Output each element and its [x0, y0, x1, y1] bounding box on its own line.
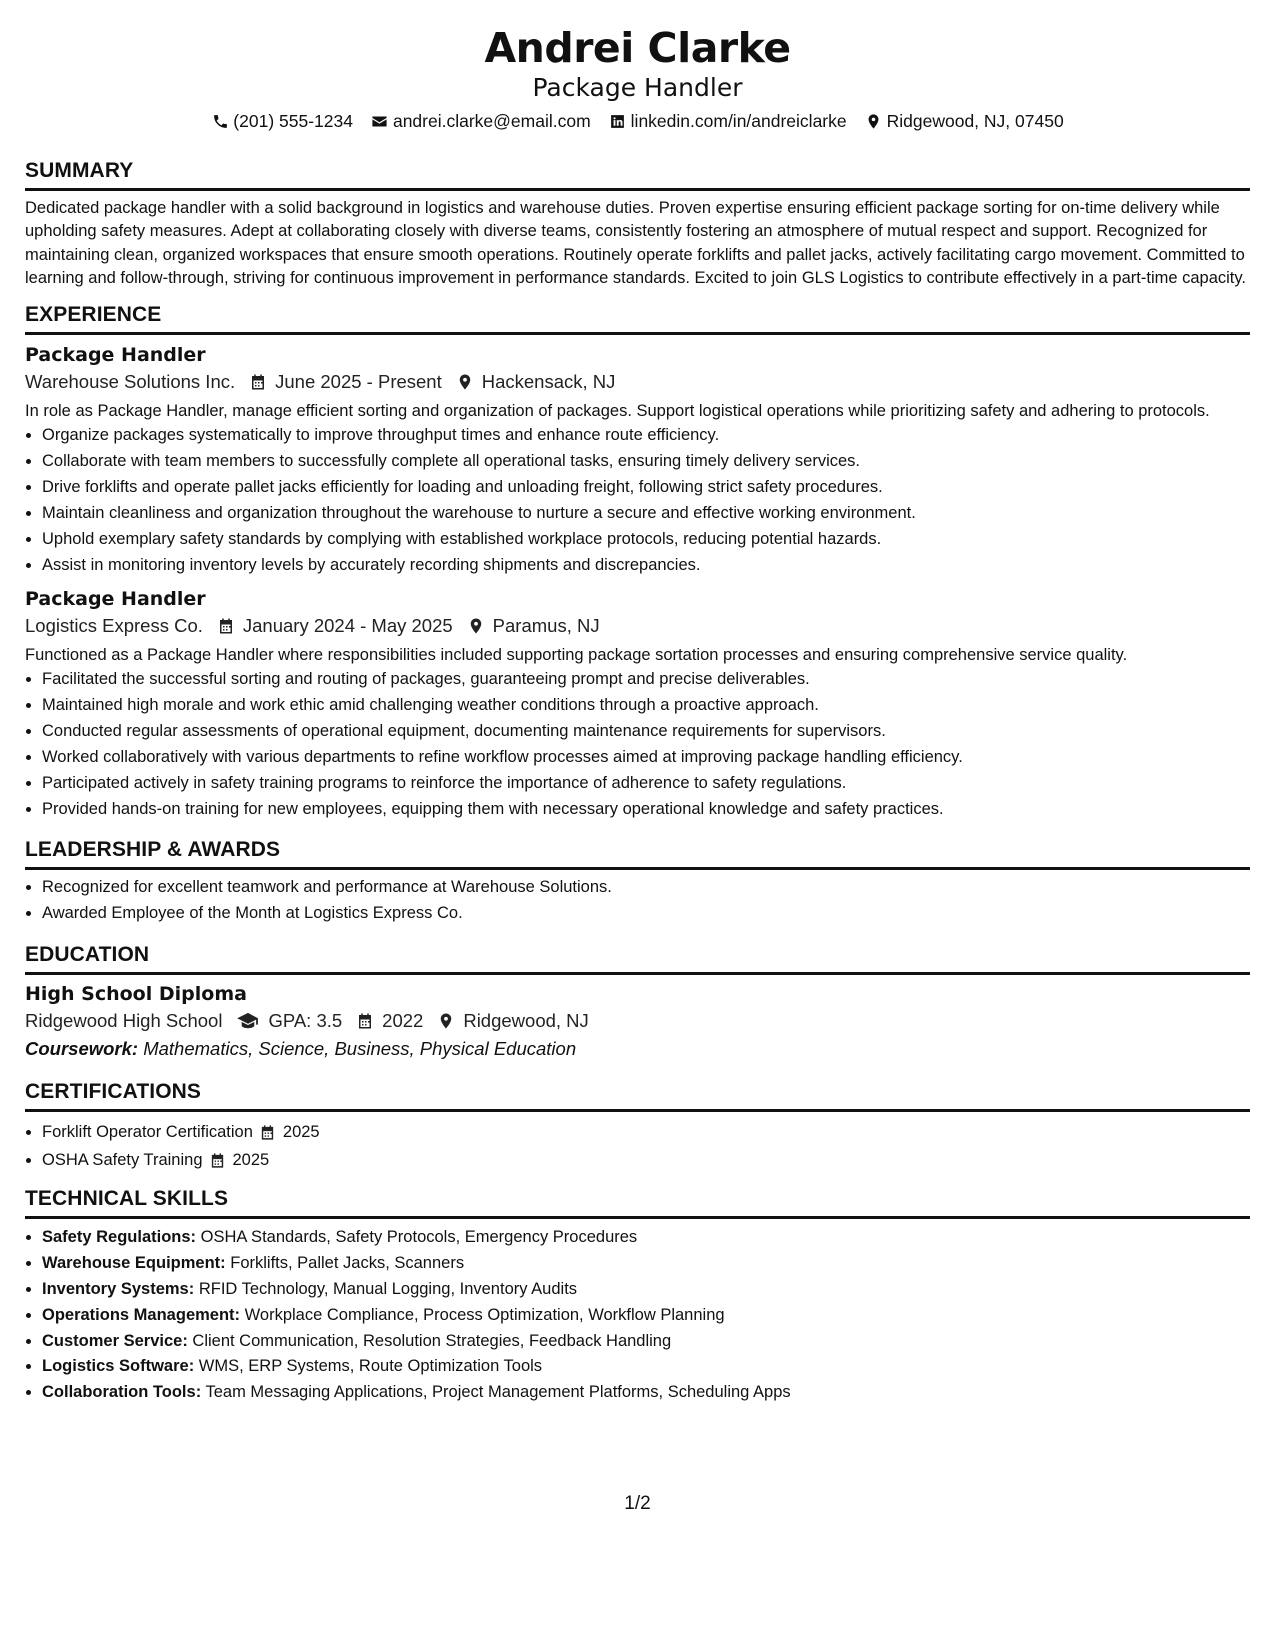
certifications-heading: CERTIFICATIONS	[25, 1079, 1250, 1112]
job-bullets	[25, 667, 1250, 822]
certification-name: • Forklift Operator Certification	[42, 1123, 253, 1142]
list-item	[42, 1146, 1250, 1174]
calendar-icon	[249, 373, 267, 391]
education-heading: EDUCATION	[25, 942, 1250, 975]
skill-category: Inventory Systems:	[42, 1280, 195, 1299]
education-meta	[25, 1007, 1250, 1035]
contact-info	[25, 109, 1250, 133]
leadership-list	[25, 875, 1250, 927]
skill-values: Client Communication, Resolution Strategies, Feedback Handling	[192, 1331, 672, 1350]
job-meta	[25, 368, 1250, 396]
list-item: • Awarded Employee of the Month at Logistics Express Co.	[42, 901, 1250, 927]
skills-heading: TECHNICAL SKILLS	[25, 1186, 1250, 1219]
job-title: Package Handler	[25, 344, 206, 367]
skill-category: Customer Service:	[42, 1331, 188, 1350]
certification-year: 2025	[282, 1123, 320, 1142]
degree-title: High School Diploma	[25, 983, 247, 1006]
page-number: 1/2	[624, 1493, 651, 1514]
skill-category: Operations Management:	[42, 1305, 241, 1324]
contact-phone	[211, 109, 353, 133]
candidate-name: Andrei Clarke	[484, 24, 791, 72]
list-item	[42, 1380, 1250, 1406]
job-company: Warehouse Solutions Inc.	[25, 371, 236, 393]
list-item: • Participated actively in safety training programs to reinforce the importance of adherence to safety regulations.	[42, 771, 1250, 797]
coursework-label: Coursework:	[25, 1038, 139, 1060]
skill-category: Logistics Software:	[42, 1357, 195, 1376]
contact-phone-text: (201) 555-1234	[233, 111, 353, 131]
contact-location-text: Ridgewood, NJ, 07450	[886, 111, 1064, 131]
map-pin-icon	[865, 112, 883, 130]
job-entry	[25, 586, 1250, 823]
skill-values: Forklifts, Pallet Jacks, Scanners	[230, 1254, 465, 1273]
school-name: Ridgewood High School	[25, 1010, 223, 1032]
list-item	[42, 1329, 1250, 1355]
list-item	[42, 1354, 1250, 1380]
list-item: • Organize packages systematically to improve throughput times and enhance route efficiency.	[42, 423, 1250, 449]
phone-icon	[211, 112, 229, 130]
map-pin-icon	[467, 617, 485, 635]
contact-location	[865, 109, 1064, 133]
list-item: • Worked collaboratively with various departments to refine workflow processes aimed at improving package handling efficiency.	[42, 745, 1250, 771]
job-title: Package Handler	[25, 587, 206, 610]
summary-section	[25, 158, 1250, 290]
job-dates: June 2025 - Present	[275, 371, 442, 393]
skill-values: Workplace Compliance, Process Optimization, Workflow Planning	[244, 1305, 725, 1324]
envelope-icon	[371, 112, 389, 130]
skill-values: OSHA Standards, Safety Protocols, Emergency Procedures	[200, 1228, 638, 1247]
candidate-headline: Package Handler	[532, 73, 743, 102]
skill-category: Collaboration Tools:	[42, 1383, 202, 1402]
list-item: • Drive forklifts and operate pallet jacks efficiently for loading and unloading freight, following strict safety procedures.	[42, 475, 1250, 501]
contact-linkedin-text[interactable]: linkedin.com/in/andreiclarke	[630, 111, 847, 131]
calendar-icon	[259, 1123, 277, 1141]
skill-values: WMS, ERP Systems, Route Optimization Tools	[198, 1357, 543, 1376]
job-location: Paramus, NJ	[492, 614, 600, 636]
linkedin-icon	[609, 112, 627, 130]
calendar-icon	[209, 1151, 227, 1169]
certification-year: 2025	[232, 1151, 270, 1170]
list-item	[42, 1277, 1250, 1303]
calendar-icon	[356, 1012, 374, 1030]
coursework-list: Mathematics, Science, Business, Physical Education	[143, 1038, 577, 1060]
experience-heading: EXPERIENCE	[25, 302, 1250, 335]
skill-category: Safety Regulations:	[42, 1228, 197, 1247]
skill-category: Warehouse Equipment:	[42, 1254, 226, 1273]
skill-values: RFID Technology, Manual Logging, Inventory Audits	[198, 1280, 578, 1299]
resume-header	[25, 0, 1250, 133]
map-pin-icon	[456, 373, 474, 391]
list-item: • Maintained high morale and work ethic amid challenging weather conditions through a proactive approach.	[42, 693, 1250, 719]
list-item: • Provided hands-on training for new employees, equipping them with necessary operational knowledge and safety practices.	[42, 797, 1250, 823]
map-pin-icon	[437, 1012, 455, 1030]
education-section	[25, 942, 1250, 1063]
contact-email[interactable]	[371, 109, 591, 133]
summary-heading: SUMMARY	[25, 158, 1250, 191]
list-item	[42, 1251, 1250, 1277]
list-item: • Uphold exemplary safety standards by complying with established workplace protocols, reducing potential hazards.	[42, 527, 1250, 553]
list-item: • Facilitated the successful sorting and routing of packages, guaranteeing prompt and precise deliverables.	[42, 667, 1250, 693]
education-location: Ridgewood, NJ	[463, 1010, 589, 1032]
job-dates: January 2024 - May 2025	[242, 614, 453, 636]
job-description: In role as Package Handler, manage efficient sorting and organization of packages. Support logistical operations while prioritizing safety and adhering to protocols.	[25, 402, 1210, 421]
leadership-heading: LEADERSHIP & AWARDS	[25, 837, 1250, 870]
list-item: • Maintain cleanliness and organization throughout the warehouse to nurture a secure and effective working environment.	[42, 501, 1250, 527]
skills-list	[25, 1225, 1250, 1406]
resume-page	[25, 0, 1250, 1406]
graduation-cap-icon	[236, 1012, 260, 1030]
job-description: Functioned as a Package Handler where responsibilities included supporting package sortation processes and ensuring comprehensive service quality.	[25, 645, 1128, 664]
skills-section	[25, 1186, 1250, 1406]
list-item	[42, 1118, 1250, 1146]
list-item	[42, 1303, 1250, 1329]
list-item: • Conducted regular assessments of operational equipment, documenting maintenance requirements for supervisors.	[42, 719, 1250, 745]
certification-name: • OSHA Safety Training	[42, 1151, 203, 1170]
job-meta	[25, 612, 1250, 640]
job-location: Hackensack, NJ	[481, 371, 616, 393]
leadership-section	[25, 837, 1250, 927]
contact-email-text[interactable]: andrei.clarke@email.com	[392, 111, 591, 131]
education-year: 2022	[382, 1010, 424, 1032]
certifications-list	[25, 1118, 1250, 1174]
coursework	[25, 1035, 1250, 1063]
experience-section	[25, 302, 1250, 822]
gpa-text: GPA: 3.5	[268, 1010, 343, 1032]
list-item	[42, 1225, 1250, 1251]
skill-values: Team Messaging Applications, Project Management Platforms, Scheduling Apps	[205, 1383, 791, 1402]
list-item: • Collaborate with team members to successfully complete all operational tasks, ensuring timely delivery services.	[42, 449, 1250, 475]
calendar-icon	[217, 617, 235, 635]
job-entry	[25, 342, 1250, 579]
certifications-section	[25, 1079, 1250, 1174]
summary-text: Dedicated package handler with a solid background in logistics and warehouse duties. Proven expertise ensuring efficient package sorting for on-time delivery while upholding safety measures. Adept at collaborating closely with diverse teams, consistently fostering an atmosphere of mutual respect and support. Recognized for maintaining clean, organized workspaces that ensure smooth operations. Routinely operate forklifts and pallet jacks, actively facilitating cargo movement. Committed to learning and follow-through, striving for continuous improvement in performance standards. Excited to join GLS Logistics to contribute effectively in a part-time capacity.	[25, 199, 1246, 287]
job-company: Logistics Express Co.	[25, 614, 203, 636]
list-item: • Recognized for excellent teamwork and performance at Warehouse Solutions.	[42, 875, 1250, 901]
contact-linkedin[interactable]	[609, 109, 847, 133]
list-item: • Assist in monitoring inventory levels by accurately recording shipments and discrepancies.	[42, 553, 1250, 579]
job-bullets	[25, 423, 1250, 578]
